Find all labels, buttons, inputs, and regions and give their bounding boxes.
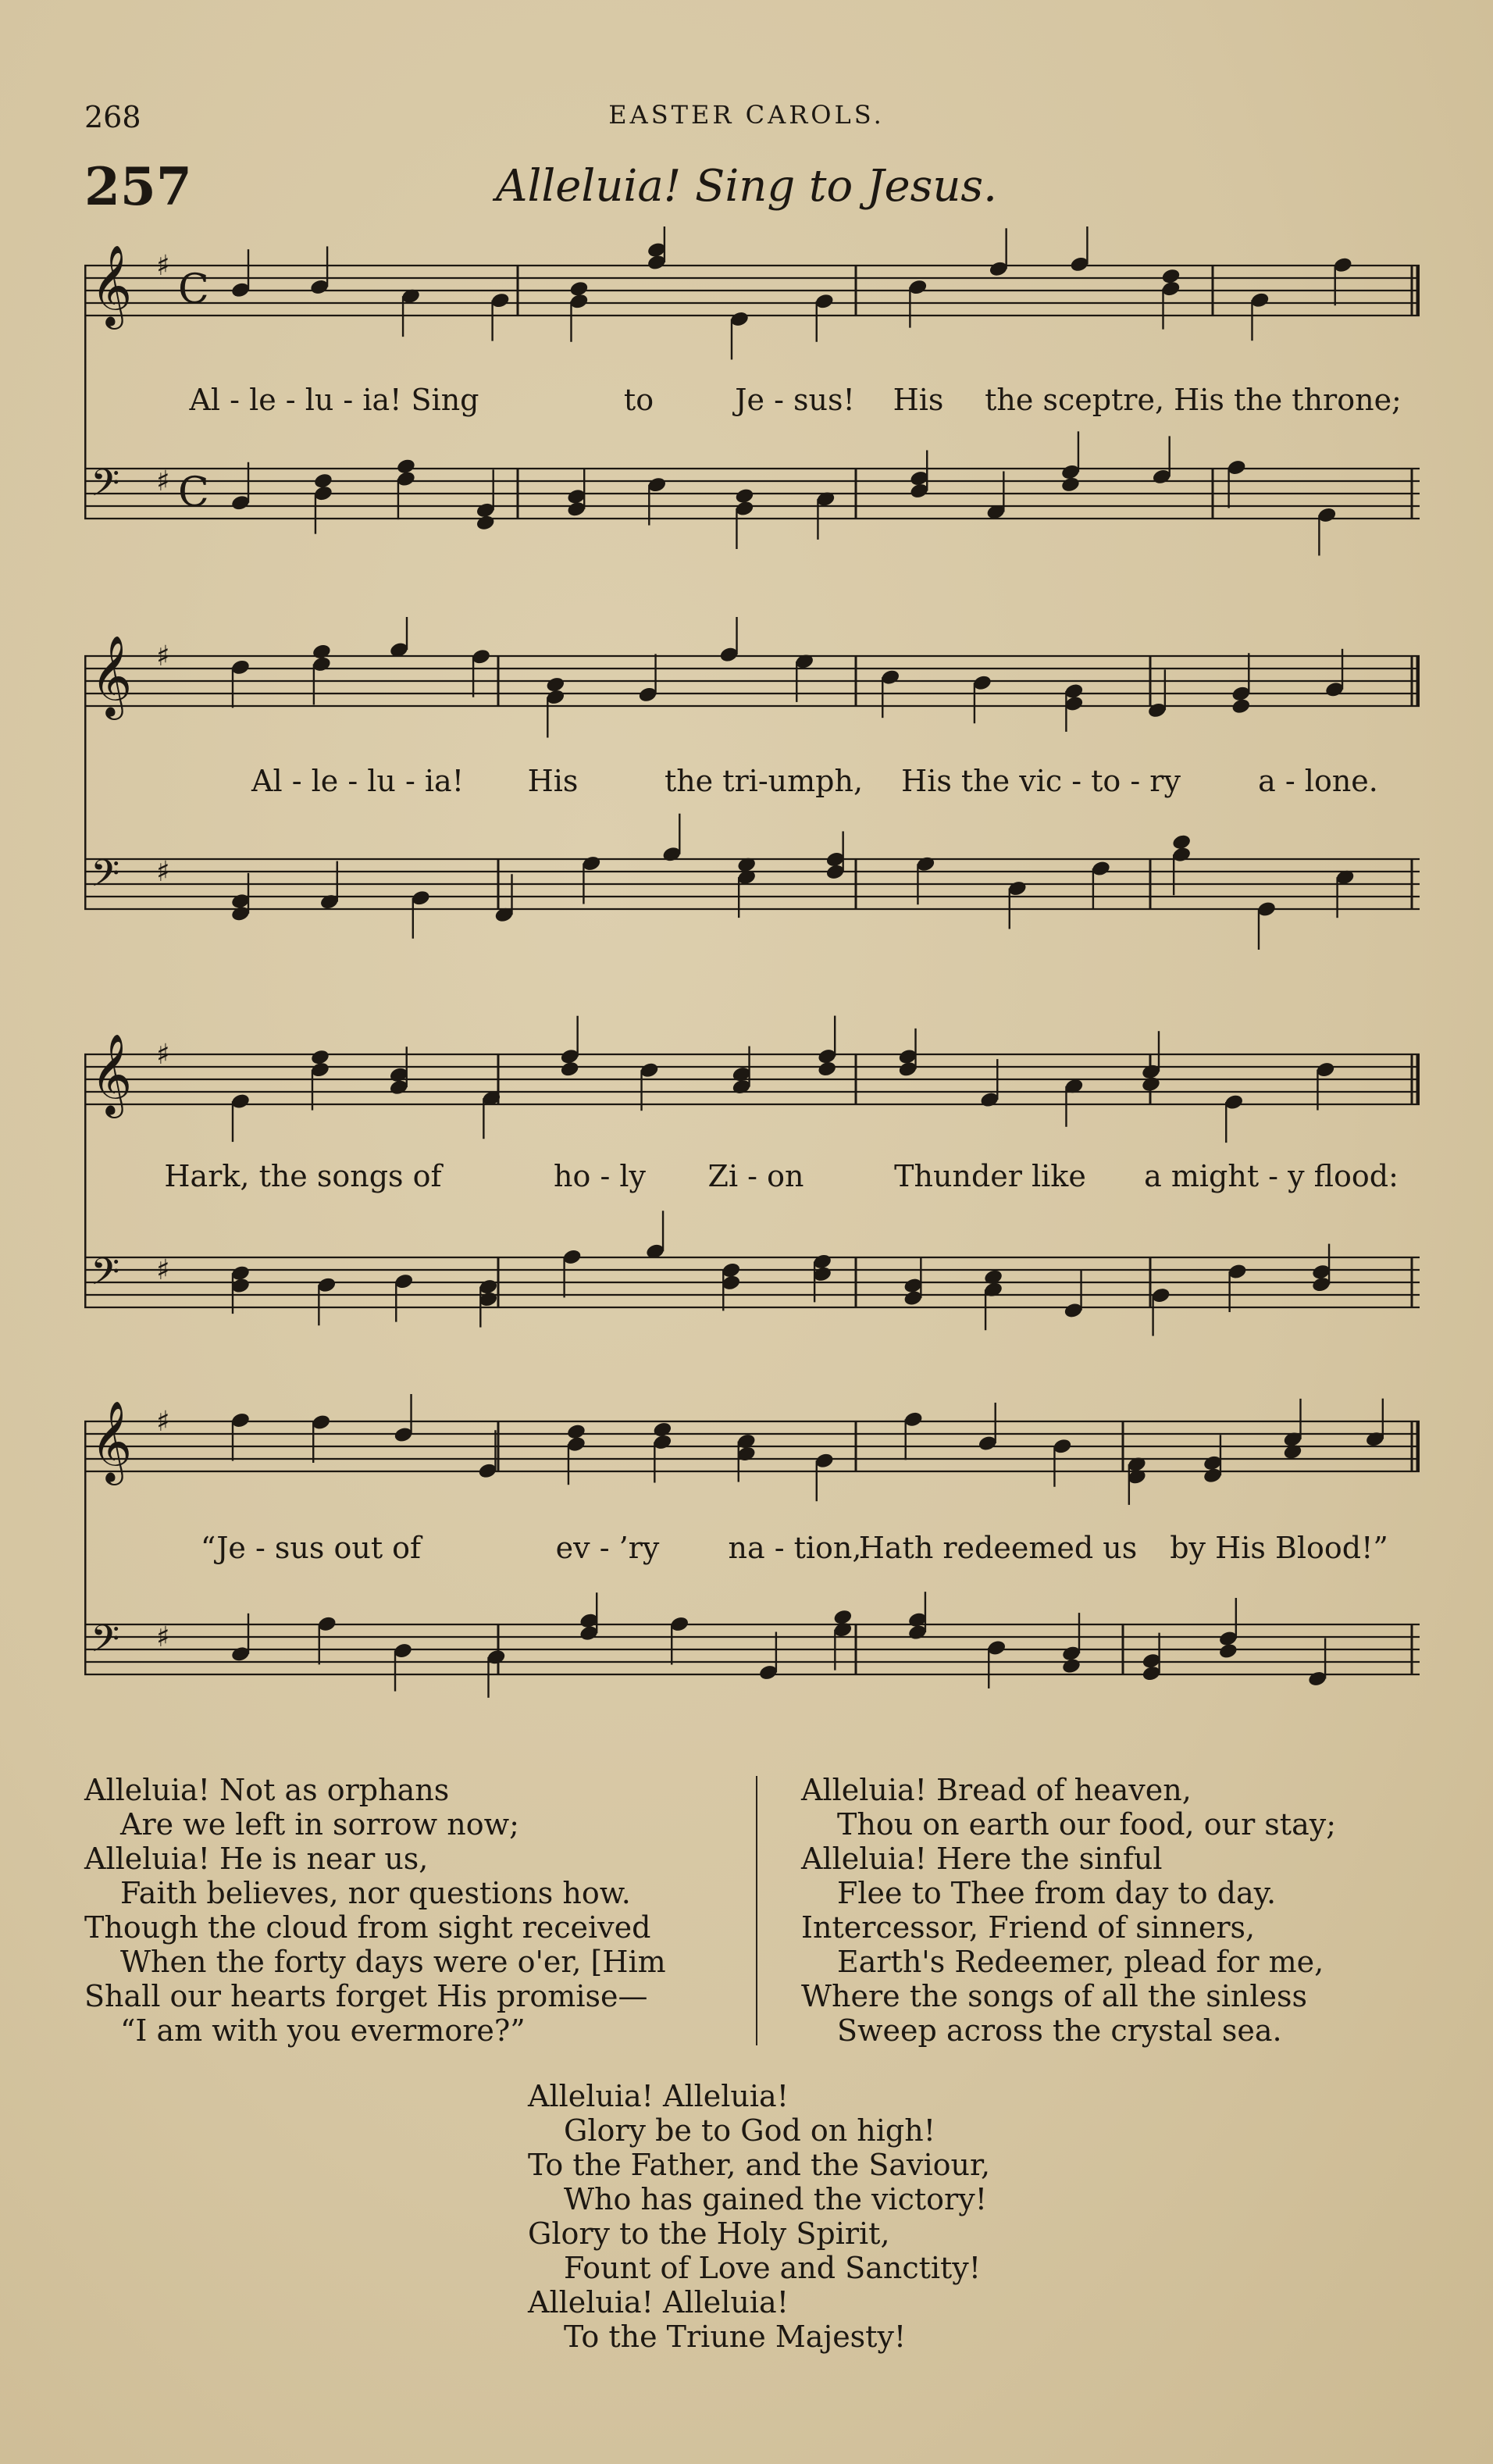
note-head — [313, 472, 333, 490]
page-number: 268 — [84, 100, 141, 134]
treble-clef-icon: 𝄞 — [91, 244, 133, 326]
common-time-icon: C — [178, 469, 209, 516]
lyric-phrase: the sceptre, His the throne; — [985, 383, 1402, 417]
verse-line: Alleluia! Alleluia! — [528, 2285, 789, 2320]
music-system-2 — [84, 617, 1420, 961]
note-head — [566, 1423, 586, 1441]
verse-line: Fount of Love and Sanctity! — [564, 2251, 982, 2285]
column-divider — [756, 1776, 757, 2045]
verse-line: Alleluia! Here the sinful — [801, 1842, 1163, 1876]
note-head — [545, 676, 565, 694]
music-system-4 — [84, 1382, 1420, 1742]
hymn-heading — [84, 156, 1409, 226]
verses-section — [84, 1773, 1420, 2070]
note-head — [983, 1268, 1003, 1286]
verse-line: “I am with you evermore?” — [120, 2013, 526, 2048]
common-time-icon: C — [178, 266, 209, 313]
lyric-phrase: a might - y flood: — [1144, 1159, 1399, 1193]
verse-line: Intercessor, Friend of sinners, — [801, 1910, 1256, 1945]
note-head — [1218, 1642, 1238, 1660]
verse-line: Glory to the Holy Spirit, — [528, 2216, 890, 2251]
verse-line: Where the songs of all the sinless — [801, 1979, 1307, 2013]
note-head — [396, 458, 416, 476]
lyric-phrase: the tri-umph, — [664, 764, 864, 798]
lyric-phrase: ho - ly — [554, 1159, 646, 1193]
verse-line: Alleluia! He is near us, — [84, 1842, 429, 1876]
verse-line: When the forty days were o'er, [Him — [120, 1945, 666, 1979]
bass-clef-icon: 𝄢 — [91, 461, 120, 514]
lyric-phrase: His the vic - to - ry — [901, 764, 1181, 798]
music-system-1 — [84, 226, 1420, 570]
treble-clef-icon: 𝄞 — [91, 635, 133, 717]
note-head — [476, 514, 496, 532]
lyric-phrase: by His Blood!” — [1170, 1531, 1388, 1565]
lyric-phrase: a - lone. — [1258, 764, 1378, 798]
note-head — [652, 1421, 672, 1439]
note-head — [1231, 697, 1251, 715]
hymn-title: Alleluia! Sing to Jesus. — [496, 161, 997, 212]
verse-line: To the Father, and the Saviour, — [528, 2148, 991, 2182]
verse-line: Though the cloud from sight received — [84, 1910, 651, 1945]
key-signature-sharp-icon: ♯ — [156, 640, 170, 672]
lyric-phrase: Thunder like — [894, 1159, 1086, 1193]
running-head: EASTER CAROLS. — [608, 100, 885, 130]
note-head — [1171, 833, 1192, 851]
treble-clef-icon: 𝄞 — [91, 1033, 133, 1115]
key-signature-sharp-icon: ♯ — [156, 250, 170, 282]
page-header — [84, 94, 1409, 141]
key-signature-sharp-icon: ♯ — [156, 1254, 170, 1286]
verse-line: Thou on earth our food, our stay; — [837, 1807, 1337, 1842]
bass-clef-icon: 𝄢 — [91, 1617, 120, 1670]
note-head — [312, 643, 332, 661]
note-head — [1060, 476, 1081, 494]
final-verse — [528, 2079, 1090, 2354]
music-system-3 — [84, 1015, 1420, 1367]
verse-line: Alleluia! Bread of heaven, — [801, 1773, 1192, 1807]
verse-line: Flee to Thee from day to day. — [837, 1876, 1277, 1910]
note-head — [832, 1608, 853, 1626]
verse-line: Alleluia! Not as orphans — [84, 1773, 450, 1807]
treble-clef-icon: 𝄞 — [91, 1400, 133, 1482]
bass-clef-icon: 𝄢 — [91, 1250, 120, 1303]
hymn-number: 257 — [84, 156, 192, 217]
lyric-phrase: Zi - on — [707, 1159, 804, 1193]
verse-line: To the Triune Majesty! — [564, 2320, 907, 2354]
key-signature-sharp-icon: ♯ — [156, 856, 170, 888]
verse-line: Are we left in sorrow now; — [120, 1807, 519, 1842]
note-head — [560, 1060, 580, 1078]
lyric-phrase: ev - ’ry — [555, 1531, 660, 1565]
lyric-line-4 — [84, 1531, 1420, 1570]
key-signature-sharp-icon: ♯ — [156, 465, 170, 497]
lyric-line-2 — [84, 764, 1420, 803]
lyric-phrase: Je - sus! — [735, 383, 855, 417]
lyric-phrase: Hark, the songs of — [164, 1159, 442, 1193]
verse-line: Glory be to God on high! — [564, 2113, 935, 2148]
verse-line: Earth's Redeemer, plead for me, — [837, 1945, 1324, 1979]
bass-clef-icon: 𝄢 — [91, 851, 120, 904]
note-head — [568, 280, 589, 298]
lyric-line-3 — [84, 1159, 1420, 1198]
lyric-phrase: na - tion, — [728, 1531, 862, 1565]
lyric-phrase: Al - le - lu - ia! — [251, 764, 464, 798]
lyric-phrase: His — [893, 383, 944, 417]
verse-line: Faith believes, nor questions how. — [120, 1876, 631, 1910]
lyric-phrase: His — [527, 764, 579, 798]
note-head — [817, 1060, 837, 1078]
key-signature-sharp-icon: ♯ — [156, 1039, 170, 1071]
note-head — [1061, 1657, 1081, 1675]
note-head — [1160, 267, 1181, 285]
note-head — [310, 1048, 330, 1066]
note-head — [1141, 1075, 1161, 1093]
verse-column-left — [84, 1773, 764, 2048]
verse-line: Sweep across the crystal sea. — [837, 2013, 1282, 2048]
lyric-phrase: Al - le - lu - ia! Sing — [189, 383, 479, 417]
verse-line: Shall our hearts forget His promise— — [84, 1979, 648, 2013]
lyric-phrase: to — [623, 383, 654, 417]
note-head — [734, 487, 754, 505]
lyric-phrase: Hath redeemed us — [858, 1531, 1138, 1565]
lyric-phrase: “Je - sus out of — [200, 1531, 422, 1565]
key-signature-sharp-icon: ♯ — [156, 1406, 170, 1438]
verse-column-right — [801, 1773, 1426, 2048]
verse-line: Alleluia! Alleluia! — [528, 2079, 789, 2113]
verse-line: Who has gained the victory! — [564, 2182, 987, 2216]
key-signature-sharp-icon: ♯ — [156, 1621, 170, 1653]
lyric-line-1 — [84, 383, 1420, 422]
